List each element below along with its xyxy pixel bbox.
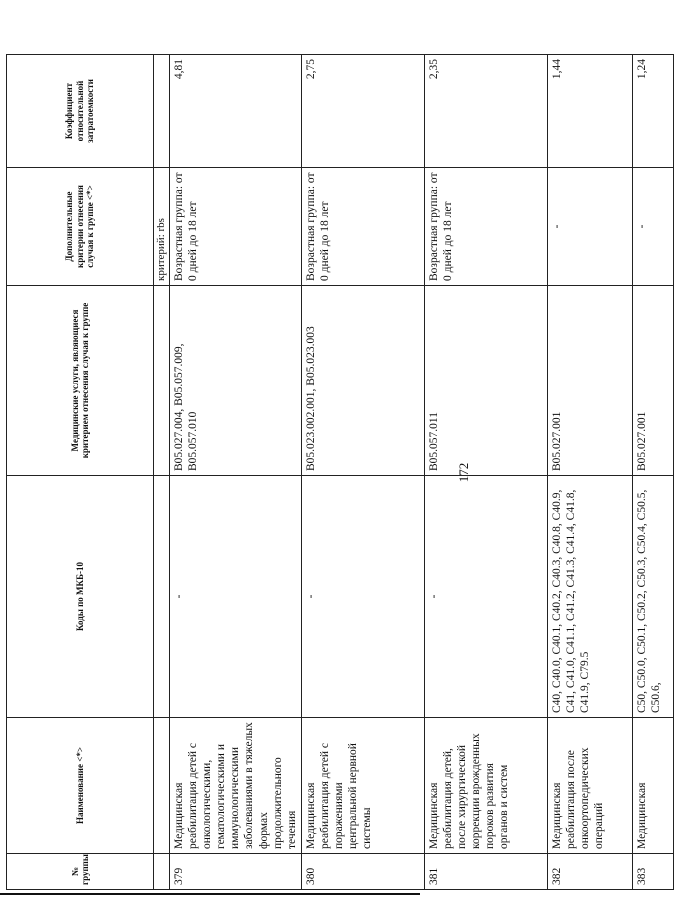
header-name: Наименование <*>: [7, 718, 154, 854]
header-group-number: № группы: [7, 854, 154, 890]
table-row: [424, 55, 547, 890]
coefficient: 1,24: [632, 55, 673, 168]
scan-edge-line: [0, 893, 420, 895]
mkb-codes: -: [424, 476, 547, 718]
page-number: 172: [456, 462, 471, 483]
coefficient: 2,75: [301, 55, 424, 168]
table-row: [170, 55, 301, 890]
coefficient: 2,35: [424, 55, 547, 168]
group-number: 381: [424, 854, 547, 890]
table-row: [632, 55, 673, 890]
group-number: 379: [170, 854, 301, 890]
group-number: 383: [632, 854, 673, 890]
table-header-row: [7, 55, 154, 890]
group-name: Медицинская реабилитация после онкоортопедических операций: [547, 718, 632, 854]
table-subheader-row: [154, 55, 170, 890]
group-name: Медицинская реабилитация детей с поражениями центральной нервной системы: [301, 718, 424, 854]
group-name: Медицинская реабилитация детей с онкологическими, гематологическими и иммунологическими заболеваниями в тяжелых формах продолжительного течения: [170, 718, 301, 854]
group-name: Медицинская: [632, 718, 673, 854]
group-number: 380: [301, 854, 424, 890]
services: B05.023.002.001, B05.023.003: [301, 286, 424, 476]
mkb-codes: -: [301, 476, 424, 718]
extra-criteria: Возрастная группа: от 0 дней до 18 лет: [424, 168, 547, 286]
tariff-table: [6, 54, 674, 890]
table-row: [301, 55, 424, 890]
header-mkb-codes: Коды по МКБ-10: [7, 476, 154, 718]
services: B05.027.001: [547, 286, 632, 476]
extra-criteria: Возрастная группа: от 0 дней до 18 лет: [170, 168, 301, 286]
extra-criteria: -: [547, 168, 632, 286]
header-coefficient: Коэффициент относительной затратоемкости: [7, 55, 154, 168]
services: B05.027.004, B05.057.009, B05.057.010: [170, 286, 301, 476]
extra-criteria: Возрастная группа: от 0 дней до 18 лет: [301, 168, 424, 286]
rotated-page: [6, 55, 662, 890]
mkb-codes: -: [170, 476, 301, 718]
header-services: Медицинские услуги, являющиеся критерием отнесения случая к группе: [7, 286, 154, 476]
coefficient: 4,81: [170, 55, 301, 168]
group-name: Медицинская реабилитация детей, после хирургической коррекции врожденных пороков развития органов и систем: [424, 718, 547, 854]
extra-criteria: -: [632, 168, 673, 286]
mkb-codes: C50, C50.0, C50.1, C50.2, C50.3, C50.4, C50.5, C50.6,: [632, 476, 673, 718]
coefficient: 1,44: [547, 55, 632, 168]
table-row: [547, 55, 632, 890]
services: B05.057.011: [424, 286, 547, 476]
mkb-codes: C40, C40.0, C40.1, C40.2, C40.3, C40.8, C40.9, C41, C41.0, C41.1, C41.2, C41.3, C41.4, C41.8, C41.9, C79.5: [547, 476, 632, 718]
header-extra-criteria: Дополнительные критерии отнесения случая к группе <*>: [7, 168, 154, 286]
extra-criteria-rbs: критерий: rbs: [154, 168, 170, 286]
group-number: 382: [547, 854, 632, 890]
services: B05.027.001: [632, 286, 673, 476]
